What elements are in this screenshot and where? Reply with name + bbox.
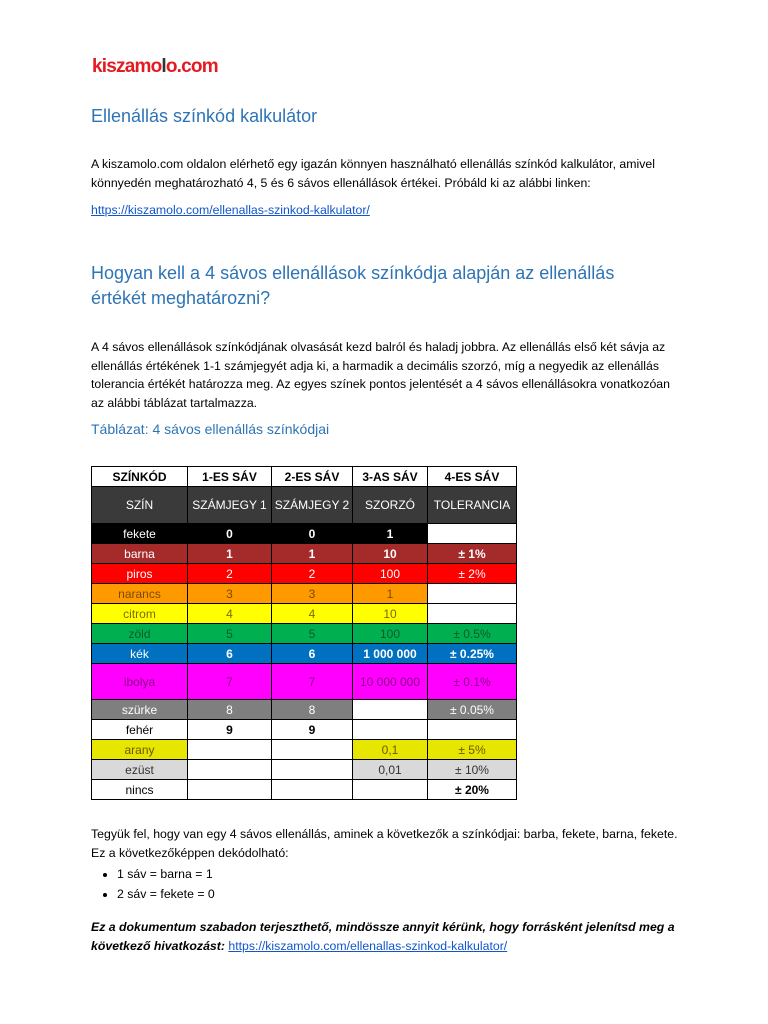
logo-text-1: kiszamo xyxy=(92,56,162,77)
value-cell: 9 xyxy=(188,720,272,740)
logo-text-2: l xyxy=(161,56,166,77)
color-name-cell: fekete xyxy=(92,524,188,544)
table-row xyxy=(92,544,517,564)
calculator-link-wrapper xyxy=(91,201,691,220)
value-cell: 0 xyxy=(272,524,353,544)
footer-paragraph xyxy=(91,918,691,955)
color-name-cell: ezüst xyxy=(92,760,188,780)
value-cell: 2 xyxy=(188,564,272,584)
value-cell: 1 xyxy=(353,584,428,604)
list-item: • 1 sáv = barna = 1 xyxy=(117,864,215,884)
decode-list xyxy=(91,864,215,904)
value-cell: ± 1% xyxy=(428,544,517,564)
table-row xyxy=(92,664,517,700)
value-cell: 5 xyxy=(188,624,272,644)
subheader-cell: SZÍN xyxy=(92,487,188,524)
color-code-table xyxy=(91,466,517,800)
value-cell: 100 xyxy=(353,564,428,584)
value-cell: 0 xyxy=(188,524,272,544)
value-cell: 100 xyxy=(353,624,428,644)
value-cell: 7 xyxy=(188,664,272,700)
value-cell: 6 xyxy=(188,644,272,664)
value-cell: 2 xyxy=(272,564,353,584)
color-name-cell: citrom xyxy=(92,604,188,624)
value-cell: 1 xyxy=(272,544,353,564)
color-name-cell: ibolya xyxy=(92,664,188,700)
color-name-cell: arany xyxy=(92,740,188,760)
value-cell: ± 10% xyxy=(428,760,517,780)
table-row xyxy=(92,780,517,800)
value-cell: 4 xyxy=(188,604,272,624)
value-cell: 1 xyxy=(353,524,428,544)
page-title: Ellenállás színkód kalkulátor xyxy=(91,106,318,126)
value-cell: 5 xyxy=(272,624,353,644)
value-cell: ± 0.5% xyxy=(428,624,517,644)
color-name-cell: narancs xyxy=(92,584,188,604)
header-cell: 2-ES SÁV xyxy=(272,467,353,487)
table-row xyxy=(92,644,517,664)
table-header-row xyxy=(92,467,517,487)
value-cell xyxy=(428,604,517,624)
value-cell: 8 xyxy=(188,700,272,720)
value-cell: ± 5% xyxy=(428,740,517,760)
value-cell xyxy=(353,700,428,720)
color-name-cell: nincs xyxy=(92,780,188,800)
table-body xyxy=(92,524,517,800)
calculator-link[interactable]: https://kiszamolo.com/ellenallas-szinkod-kalkulator/ xyxy=(91,203,370,217)
list-item: • 2 sáv = fekete = 0 xyxy=(117,884,215,904)
value-cell xyxy=(188,740,272,760)
table-row xyxy=(92,700,517,720)
value-cell: ± 20% xyxy=(428,780,517,800)
section-heading: Hogyan kell a 4 sávos ellenállások színkódja alapján az ellenállás értékét meghatározni? xyxy=(91,263,615,308)
value-cell: 10 xyxy=(353,604,428,624)
value-cell xyxy=(272,740,353,760)
value-cell: ± 0.1% xyxy=(428,664,517,700)
color-name-cell: kék xyxy=(92,644,188,664)
value-cell: 3 xyxy=(272,584,353,604)
footer-link[interactable]: https://kiszamolo.com/ellenallas-szinkod-kalkulator/ xyxy=(228,938,508,953)
table-row xyxy=(92,760,517,780)
value-cell xyxy=(428,584,517,604)
table-row xyxy=(92,624,517,644)
value-cell: 0,1 xyxy=(353,740,428,760)
value-cell: 1 000 000 xyxy=(353,644,428,664)
example-paragraph: Tegyük fel, hogy van egy 4 sávos ellenállás, aminek a következők a színkódjai: barba, fekete, barna, fekete. Ez a következőképpen dekódolható: xyxy=(91,827,678,860)
logo xyxy=(92,56,218,78)
intro-paragraph: A kiszamolo.com oldalon elérhető egy igazán könnyen használható ellenállás színkód kalkulátor, amivel könnyedén meghatározható 4, 5 és 6 sávos ellenállások értékei. Próbáld ki az alábbi linken: xyxy=(91,157,655,190)
subheader-cell: SZORZÓ xyxy=(353,487,428,524)
color-name-cell: barna xyxy=(92,544,188,564)
value-cell: 6 xyxy=(272,644,353,664)
value-cell: 7 xyxy=(272,664,353,700)
explanation-paragraph: A 4 sávos ellenállások színkódjának olvasását kezd balról és haladj jobbra. Az ellenállás első két sávja az ellenállás értékének 1-1 számjegyét adja ki, a harmadik a decimális szorzó, míg a negyedik az ellenállás tolerancia értékét határozza meg. Az egyes színek pontos jelentését a 4 sávos ellenállásokra vonatkozóan az alábbi táblázat tartalmazza. xyxy=(91,340,670,410)
footer-text: Ez a dokumentum szabadon terjeszthető, mindössze annyit kérünk, hogy forrásként jelenítsd meg a következő hivatkozást: xyxy=(91,920,675,953)
value-cell: 4 xyxy=(272,604,353,624)
color-name-cell: piros xyxy=(92,564,188,584)
value-cell xyxy=(353,720,428,740)
value-cell xyxy=(188,780,272,800)
value-cell: 0,01 xyxy=(353,760,428,780)
table-row xyxy=(92,584,517,604)
value-cell: 1 xyxy=(188,544,272,564)
value-cell: ± 0.05% xyxy=(428,700,517,720)
value-cell xyxy=(428,524,517,544)
value-cell: 10 000 000 xyxy=(353,664,428,700)
subheader-cell: SZÁMJEGY 2 xyxy=(272,487,353,524)
value-cell xyxy=(428,720,517,740)
value-cell xyxy=(272,780,353,800)
header-cell: 1-ES SÁV xyxy=(188,467,272,487)
subheader-cell: SZÁMJEGY 1 xyxy=(188,487,272,524)
value-cell: 3 xyxy=(188,584,272,604)
table-row xyxy=(92,564,517,584)
header-cell: SZÍNKÓD xyxy=(92,467,188,487)
color-name-cell: szürke xyxy=(92,700,188,720)
value-cell xyxy=(188,760,272,780)
logo-text-3: o.com xyxy=(165,56,218,77)
header-cell: 4-ES SÁV xyxy=(428,467,517,487)
value-cell: ± 2% xyxy=(428,564,517,584)
table-row xyxy=(92,740,517,760)
table-row xyxy=(92,604,517,624)
header-cell: 3-AS SÁV xyxy=(353,467,428,487)
value-cell: ± 0.25% xyxy=(428,644,517,664)
table-subheader-row xyxy=(92,487,517,524)
table-row xyxy=(92,720,517,740)
color-name-cell: zöld xyxy=(92,624,188,644)
subheader-cell: TOLERANCIA xyxy=(428,487,517,524)
color-name-cell: fehér xyxy=(92,720,188,740)
value-cell: 9 xyxy=(272,720,353,740)
value-cell: 8 xyxy=(272,700,353,720)
value-cell xyxy=(353,780,428,800)
table-caption: Táblázat: 4 sávos ellenállás színkódjai xyxy=(91,421,330,437)
table-row xyxy=(92,524,517,544)
value-cell: 10 xyxy=(353,544,428,564)
value-cell xyxy=(272,760,353,780)
